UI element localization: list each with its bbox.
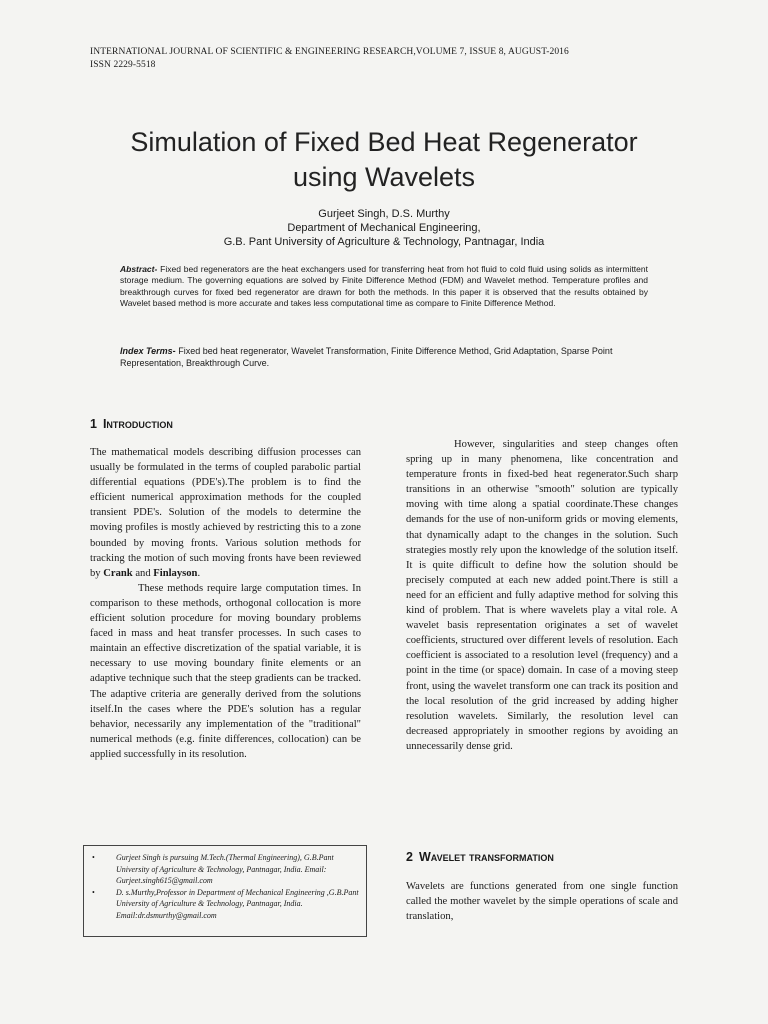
left-column <box>90 445 361 762</box>
journal-header-issn: ISSN 2229-5518 <box>90 60 156 70</box>
footnote-item <box>92 852 360 887</box>
intro-p1-text: The mathematical models describing diffusion processes can usually be formulated in the terms of coupled parabolic partial differential equations (PDE's).The problem is to find the efficient numerical approximation methods for the coupled transient PDE's. Solution of the models to determine the moving profiles is mostly achieved by restricting this to a zone bounded by moving fronts. Various solution methods for tracking the motion of such moving fronts have been reviewed by <box>90 447 361 579</box>
author-university: G.B. Pant University of Agriculture & Technology, Pantnagar, India <box>223 236 545 248</box>
footnote-text-2: D. s.Murthy,Professor in Department of Mechanical Engineering ,G.B.Pant University of Agriculture & Technology, Pantnagar, India. Email:dr.dsmurthy@gmail.com <box>116 887 359 920</box>
wavelet-paragraph-1: Wavelets are functions generated from one single function called the mother wavelet by the simple operations of scale and translation, <box>406 881 678 923</box>
section-1-heading <box>90 417 173 431</box>
bullet-icon: • <box>92 887 95 897</box>
index-terms <box>120 346 675 369</box>
intro-p1-end: . <box>197 567 201 579</box>
abstract-text: Fixed bed regenerators are the heat exchangers used for transferring heat from hot fluid to cold fluid using solids as intermittent storage medium. The governing equations are solved by Finite Difference Method (FDM) and Wavelet method. Temperature profiles and breakthrough curves for fixed bed regenerator are drawn for both the methods. In this paper it is observed that the results obtained by Wavelet based method is more accurate and takes less computational time as compare to Finite Difference Method. <box>120 264 648 309</box>
title-line1: Simulation of Fixed Bed Heat Regenerator <box>130 127 638 157</box>
section-1-number: 1 <box>90 417 97 431</box>
intro-p1-and: and <box>135 567 151 579</box>
intro-paragraph-2: These methods require large computation times. In comparison to these methods, orthogonal collocation is more efficient solution procedure for moving boundary problems faced in mass and heat transfer processes. In such cases to maintain an effective discretization of the spatial variable, it is necessary to use moving boundary finite elements or an adaptive technique such that the steep gradients can be tracked. The adaptive criteria are generally derived from the solutions itself.In the cases where the PDE's solution has a regular behavior, necessarily any implementation of the "traditional" numerical methods (e.g. finite differences, collocation) can be applied successfully in its resolution. <box>90 582 361 760</box>
author-footnote-box <box>83 845 367 937</box>
right-column <box>406 437 678 754</box>
section-2-title: Wavelet transformation <box>418 850 554 864</box>
journal-header-line1: INTERNATIONAL JOURNAL OF SCIENTIFIC & ENGINEERING RESEARCH,VOLUME 7, ISSUE 8, AUGUST-2016 <box>90 47 569 57</box>
section-2-heading <box>406 850 554 864</box>
title-line2: using Wavelets <box>292 162 476 192</box>
intro-paragraph-1 <box>90 445 361 581</box>
index-terms-text: Fixed bed heat regenerator, Wavelet Transformation, Finite Difference Method, Grid Adaptation, Sparse Point Representation, Breakthrough Curve. <box>120 346 613 368</box>
section-1-title: Introduction <box>102 417 173 431</box>
footnote-text-1: Gurjeet Singh is pursuing M.Tech.(Thermal Engineering), G.B.Pant University of Agriculture & Technology, Pantnagar, India. Email: Gurjeet.singh615@gmail.com <box>116 853 334 885</box>
bullet-icon: • <box>92 853 95 862</box>
author-block <box>60 207 708 249</box>
paper-title <box>60 125 708 195</box>
index-terms-label: Index Terms- <box>120 346 176 356</box>
intro-paragraph-3: However, singularities and steep changes often spring up in many phenomena, like concentration and temperature fronts in fixed-bed heat regenerator.Such sharp transitions in an otherwise "smooth" solution are typically moving with time along a spatial coordinate.These changes demands for the use of non-uniform grids or moving elements, that dynamically adapt to the changes in the solution. Such strategies mostly rely upon the knowledge of the solution itself. It is quite difficult to define how the solution should be precisely computed at each new added point.There is still a need for an efficient and fully adaptive method for solving this kind of problem. That is where wavelets play a vital role. A wavelet basis representation originates a set of wavelet coefficients, structured over different levels of resolution. Each coefficient is associated to a resolution level (frequency) and a point in the time (or space) domain. In case of a moving steep front, using the wavelet transform one can track its position and the local resolution of the grid increased by adding higher resolution wavelets. Similarly, the resolution level can decreased appropriately in smoother regions by avoiding an unnecessarily dense grid. <box>406 439 678 752</box>
journal-header <box>90 46 569 72</box>
footnote-item <box>92 887 360 922</box>
section-2-number: 2 <box>406 850 413 864</box>
author-department: Department of Mechanical Engineering, <box>287 222 481 234</box>
author-name-finlayson: Finlayson <box>153 567 198 579</box>
author-name-crank: Crank <box>103 567 133 579</box>
author-names: Gurjeet Singh, D.S. Murthy <box>318 208 450 220</box>
abstract-label: Abstract- <box>120 264 158 274</box>
section-2-body <box>406 879 678 924</box>
abstract <box>120 264 648 310</box>
